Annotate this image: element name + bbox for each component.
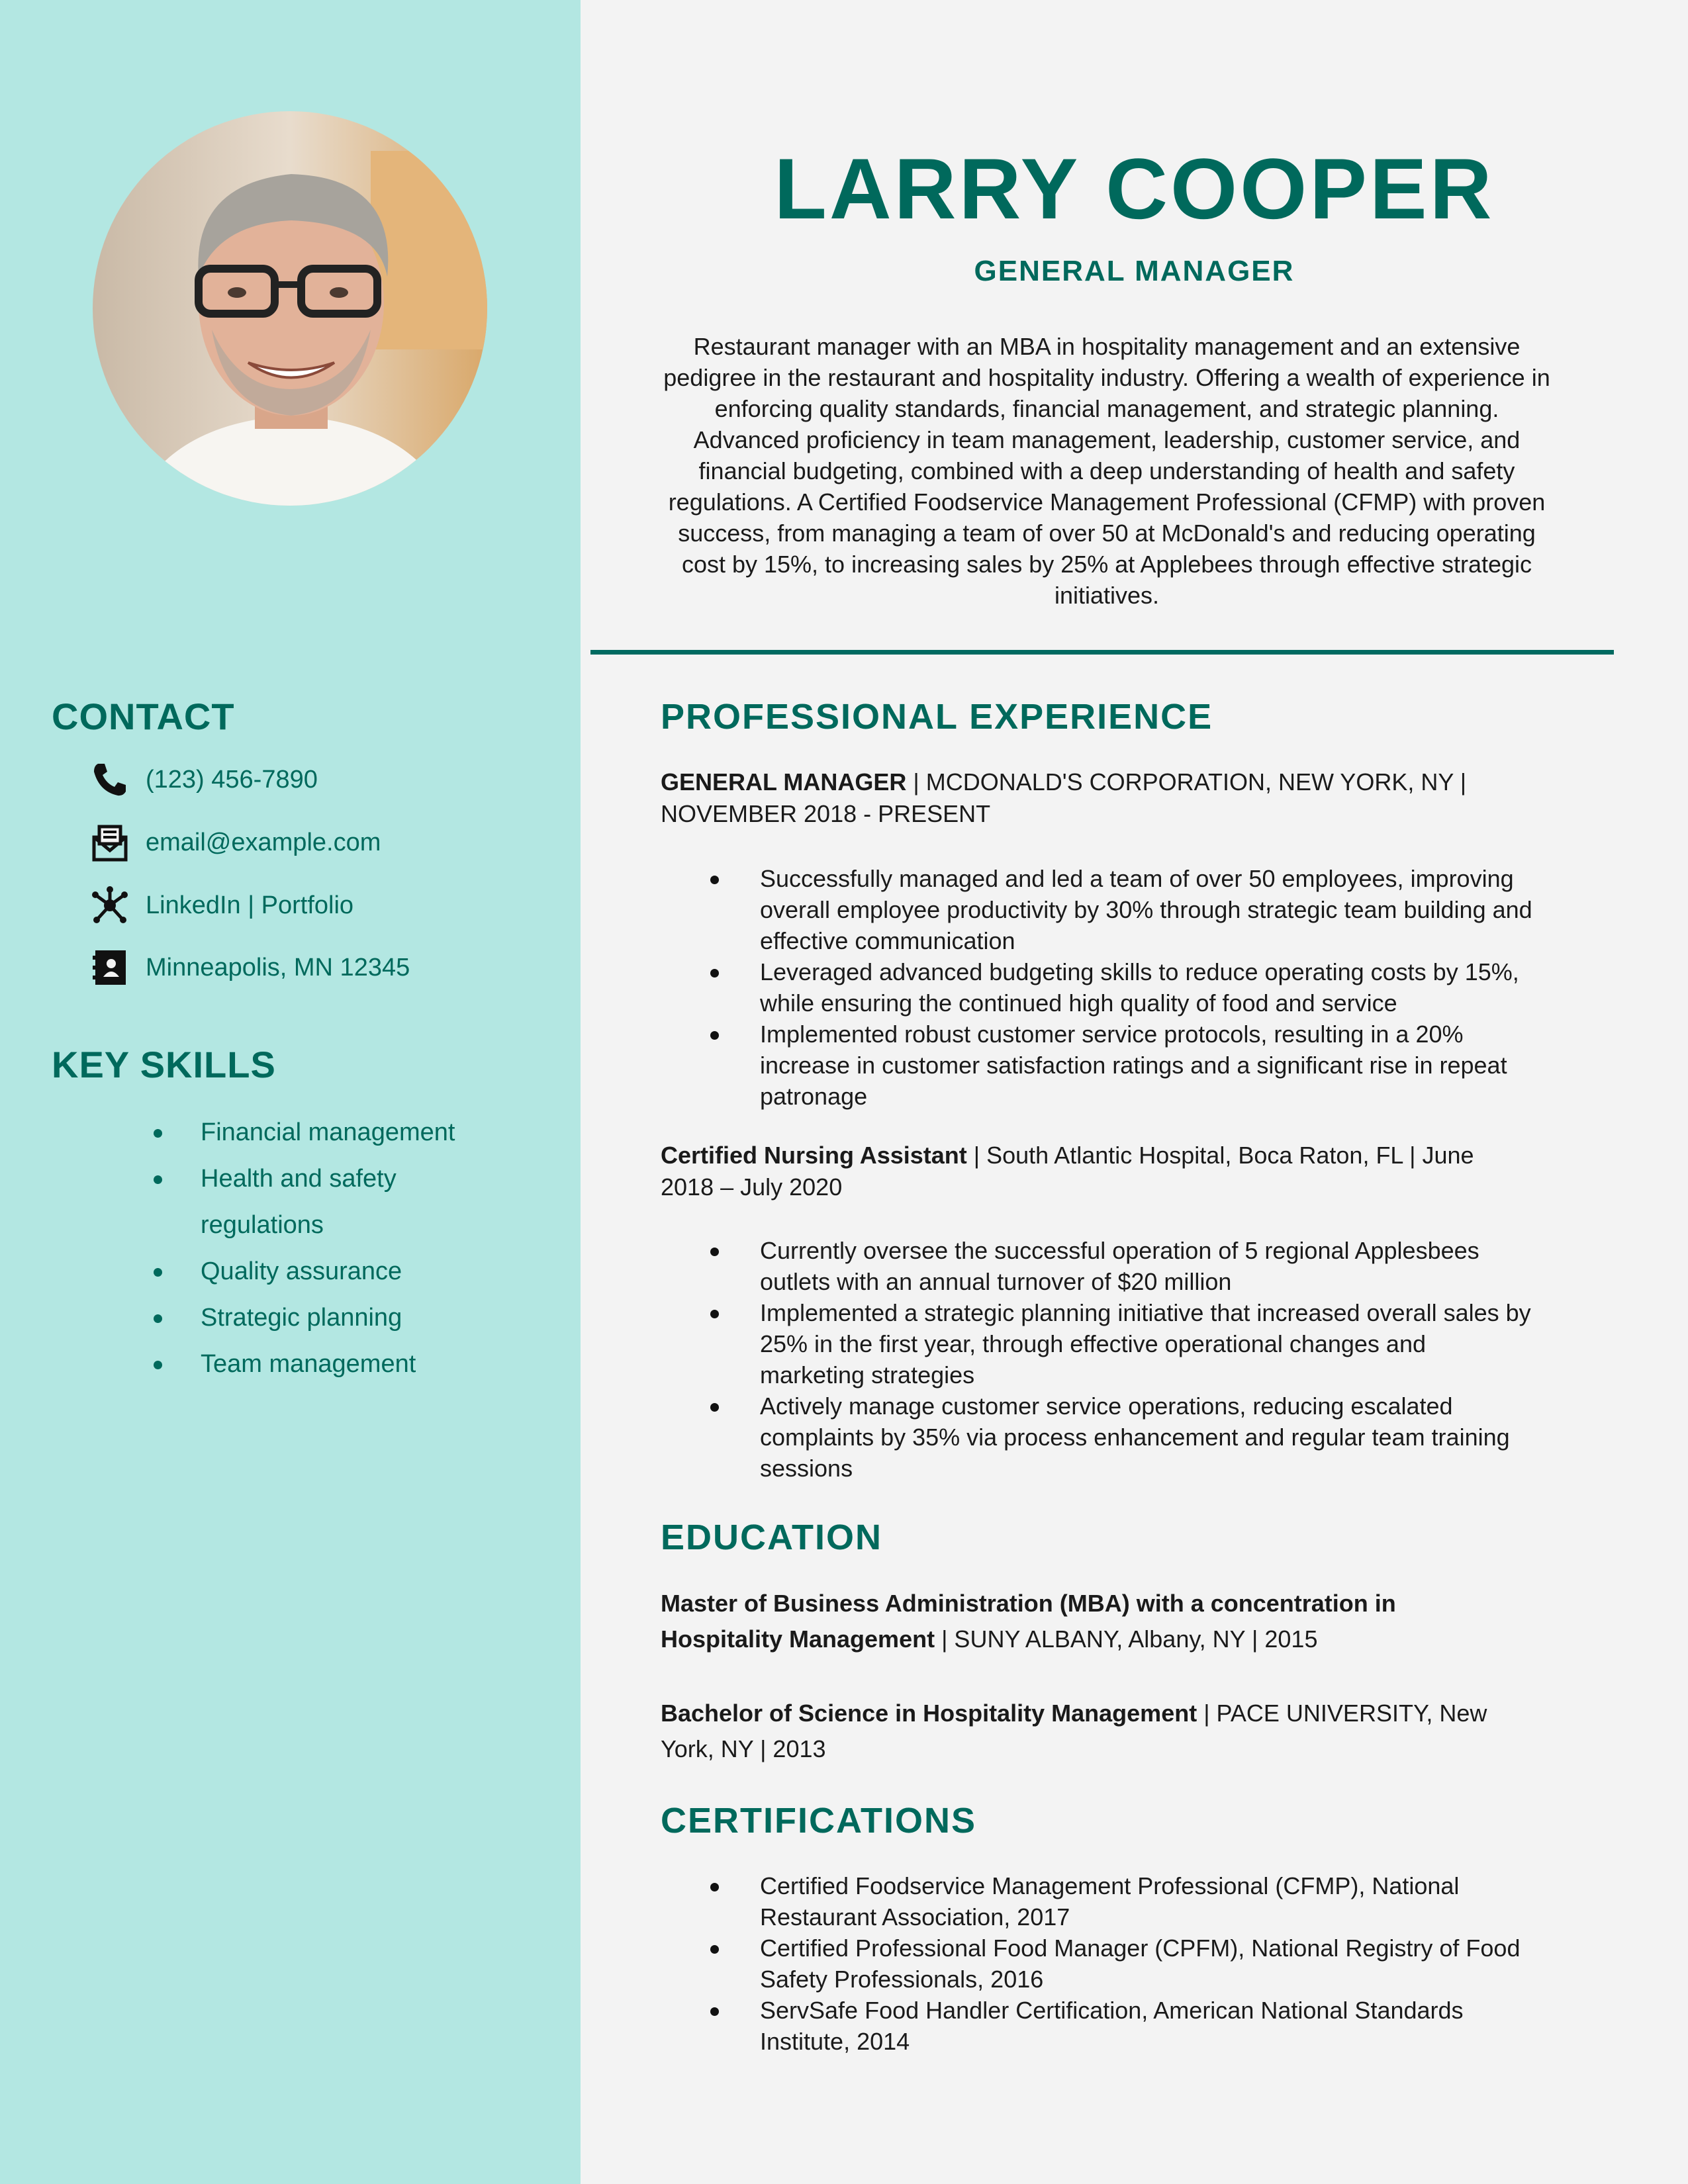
- degree-details: | SUNY ALBANY, Albany, NY | 2015: [935, 1625, 1318, 1653]
- main-content: [581, 0, 1688, 2184]
- job-role: Certified Nursing Assistant: [661, 1142, 967, 1169]
- job-header: [661, 766, 1521, 830]
- education-entry: [661, 1586, 1521, 1657]
- job-header: [661, 1140, 1521, 1203]
- network-icon: [90, 886, 130, 925]
- job-title: GENERAL MANAGER: [974, 255, 1295, 287]
- section-divider: [590, 650, 1614, 655]
- skills-list: [150, 1109, 520, 1387]
- profile-photo: [93, 111, 487, 506]
- location-text: Minneapolis, MN 12345: [146, 953, 410, 981]
- email-address[interactable]: email@example.com: [146, 828, 381, 856]
- list-item: ServSafe Food Handler Certification, American National Standards Institute, 2014: [661, 1995, 1534, 2057]
- job-details: | South Atlantic Hospital, Boca Raton, FL | June 2018 – July 2020: [661, 1142, 1474, 1201]
- skill-item: Financial management: [150, 1109, 520, 1156]
- list-item: Implemented robust customer service protocols, resulting in a 20% increase in customer satisfaction ratings and a significant rise in repeat patronage: [661, 1019, 1534, 1112]
- experience-heading: PROFESSIONAL EXPERIENCE: [661, 697, 1213, 737]
- key-skills-heading: KEY SKILLS: [52, 1044, 276, 1085]
- phone-icon: [90, 760, 130, 799]
- education-heading: EDUCATION: [661, 1518, 882, 1557]
- portrait-image: [93, 111, 487, 506]
- phone-number[interactable]: (123) 456-7890: [146, 765, 318, 794]
- list-item: Leveraged advanced budgeting skills to reduce operating costs by 15%, while ensuring the continued high quality of food and service: [661, 956, 1534, 1019]
- contact-phone: [90, 760, 318, 799]
- skill-item: Strategic planning: [150, 1295, 520, 1341]
- education-entry: [661, 1696, 1521, 1767]
- list-item: Currently oversee the successful operation of 5 regional Applesbees outlets with an annual turnover of $20 million: [661, 1235, 1534, 1297]
- degree-details: | PACE UNIVERSITY, New York, NY | 2013: [661, 1700, 1487, 1762]
- list-item: Certified Professional Food Manager (CPFM), National Registry of Food Safety Professionals, 2016: [661, 1933, 1534, 1995]
- degree-name: Bachelor of Science in Hospitality Management: [661, 1700, 1197, 1727]
- skill-item-continued: regulations: [201, 1211, 324, 1239]
- contact-links: [90, 886, 353, 925]
- summary-paragraph: Restaurant manager with an MBA in hospitality management and an extensive pedigree in the restaurant and hospitality industry. Offering a wealth of experience in enforcing quality standards, financial management, and strategic planning. Advanced proficiency in team management, leadership, customer service, and financial budgeting, combined with a deep understanding of health and safety regulations. A Certified Foodservice Management Professional (CFMP) with proven success, from managing a team of over 50 at McDonald's and reducing operating cost by 15%, to increasing sales by 25% at Applebees through effective strategic initiatives.: [663, 333, 1550, 609]
- degree-name: Master of Business Administration (MBA) with a concentration in Hospitality Management: [661, 1590, 1396, 1653]
- job-role: GENERAL MANAGER: [661, 768, 907, 796]
- list-item: Actively manage customer service operations, reducing escalated complaints by 35% via process enhancement and regular team training sessions: [661, 1390, 1534, 1484]
- job-details: | MCDONALD'S CORPORATION, NEW YORK, NY | NOVEMBER 2018 - PRESENT: [661, 768, 1467, 827]
- email-icon: [90, 823, 130, 862]
- list-item: Successfully managed and led a team of over 50 employees, improving overall employee productivity by 30% through strategic team building and effective communication: [661, 863, 1534, 956]
- job-bullets: [661, 1235, 1534, 1484]
- address-book-icon: [90, 948, 130, 987]
- linkedin-portfolio-link[interactable]: LinkedIn | Portfolio: [146, 891, 354, 919]
- list-item: Implemented a strategic planning initiative that increased overall sales by 25% in the first year, through effective operational changes and marketing strategies: [661, 1297, 1534, 1390]
- list-item: Certified Foodservice Management Professional (CFMP), National Restaurant Association, 2017: [661, 1870, 1534, 1933]
- candidate-name: LARRY COOPER: [774, 140, 1495, 237]
- skill-item: Quality assurance: [150, 1248, 520, 1295]
- contact-location: [90, 948, 410, 987]
- job-bullets: [661, 863, 1534, 1112]
- skill-item: Health and safety: [150, 1156, 520, 1202]
- sidebar: [0, 0, 581, 2184]
- certifications-list: [661, 1870, 1534, 2057]
- contact-email: [90, 823, 381, 862]
- skill-item: Team management: [150, 1341, 520, 1387]
- contact-heading: CONTACT: [52, 696, 235, 737]
- certifications-heading: CERTIFICATIONS: [661, 1801, 976, 1841]
